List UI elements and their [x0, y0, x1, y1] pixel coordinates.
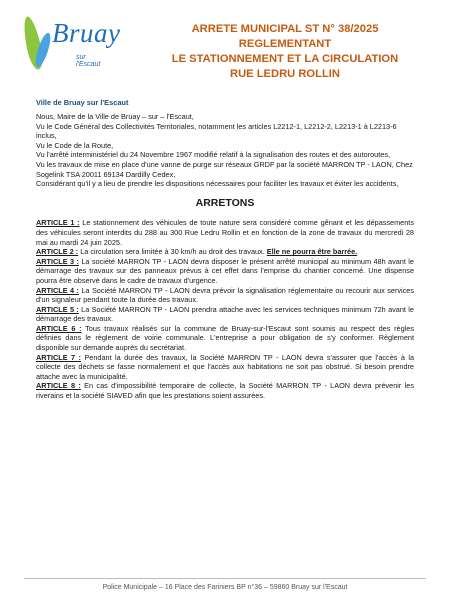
article-label: ARTICLE 7 : — [36, 352, 81, 362]
article-2 — [36, 247, 414, 257]
title-line-1: ARRETE MUNICIPAL ST N° 38/2025 — [191, 23, 379, 35]
article-label: ARTICLE 4 : — [36, 285, 79, 295]
page-footer: Police Municipale – 16 Place des Fariniers BP n°36 – 59860 Bruay sur l'Escaut — [102, 584, 348, 591]
title-line-3: LE STATIONNEMENT ET LA CIRCULATION — [171, 53, 399, 65]
article-1 — [36, 218, 414, 247]
article-text: La Société MARRON TP - LAON prendra attache avec les services techniques minimum 72h avant le démarrage des travaux. — [36, 304, 414, 324]
article-6 — [36, 324, 414, 353]
article-7 — [36, 353, 414, 382]
article-text: Tous travaux réalisés sur la commune de Bruay-sur-l'Escaut sont soumis au respect des règles définies dans le règlement de voirie communale. L'entreprise a pour obligation de s'y conformer. Règlement disponible sur demande auprès du secrétariat. — [36, 323, 414, 353]
logo-name: Bruay — [52, 18, 121, 48]
article-emphasis: Elle ne pourra être barrée. — [266, 247, 358, 257]
article-text: Le stationnement des véhicules de toute nature sera considéré comme gênant et les dépassements des véhicules seront interdits du 288 au 300 Rue Ledru Rollin et en fonction de la zone de travaux du mercredi 28 mai au mardi 24 juin 2025. — [36, 218, 414, 247]
preamble-line: Vu le Code de la Route, — [36, 140, 114, 150]
article-4 — [36, 286, 414, 305]
article-label: ARTICLE 3 : — [36, 256, 79, 266]
preamble-line: Vu l'arrêté interministériel du 24 Novembre 1967 modifié relatif à la signalisation des routes et des autoroutes, — [36, 150, 390, 160]
preamble-line: Considérant qu'il y a lieu de prendre les dispositions nécessaires pour faciliter les travaux et éviter les accidents, — [36, 179, 399, 189]
city-logo — [24, 12, 121, 84]
logo-subtitle: sur l'Escaut — [76, 54, 101, 68]
article-text: La Société MARRON TP - LAON devra prévoir la signalisation réglementaire ou recourir aux services d'un signaleur pendant toute la durée des travaux. — [36, 285, 414, 305]
article-3 — [36, 257, 414, 286]
article-text: Pendant la durée des travaux, la Société MARRON TP - LAON devra s'assurer que l'accès à la collecte des déchets se fasse normalement et que l'accès aux habitations ne soit pas obstrué. Si besoin prendre attache avec la municipalité. — [36, 352, 414, 381]
preamble-line: Vu le Code Général des Collectivités Territoriales, notamment les articles L2212-1, L2212-2, L2213-1 à L2213-6 inclus, — [36, 121, 397, 141]
article-text: La société MARRON TP - LAON devra disposer le présent arrêté municipal au minimum 48h avant le démarrage des travaux sur des panneaux prévus à cet effet dans l'emprise du chantier concerné. Une dispense pourra être observé dans le cadre de travaux d'urgence. — [36, 256, 414, 285]
title-line-4: RUE LEDRU ROLLIN — [229, 68, 340, 80]
article-label: ARTICLE 1 : — [36, 218, 80, 228]
title-line-2: REGLEMENTANT — [238, 38, 332, 50]
preamble-line: Nous, Maire de la Ville de Bruay – sur – l'Escaut, — [36, 112, 194, 121]
document-body — [36, 112, 414, 401]
issuer-label: Ville de Bruay sur l'Escaut — [36, 98, 129, 107]
arretons-heading: ARRETONS — [195, 196, 255, 209]
article-text: La circulation sera limitée à 30 km/h au droit des travaux. — [78, 247, 267, 257]
article-label: ARTICLE 2 : — [36, 247, 79, 257]
article-label: ARTICLE 6 : — [36, 323, 82, 333]
article-label: ARTICLE 5 : — [36, 304, 79, 314]
preamble-line: Vu les travaux de mise en place d'une vanne de purge sur réseaux GRDF par la société MARRON TP - LAON, Chez Sogelink TSA 20011 69134 Dardilly Cedex, — [36, 159, 413, 179]
footer-divider — [24, 578, 426, 579]
article-text: En cas d'impossibilité temporaire de collecte, la Société MARRON TP - LAON devra prévenir les riverains et la société SIAVED afin que les prestations soient assurées. — [36, 381, 414, 401]
article-5 — [36, 305, 414, 324]
article-label: ARTICLE 8 : — [36, 381, 81, 391]
document-title — [160, 22, 410, 82]
article-8 — [36, 381, 414, 400]
